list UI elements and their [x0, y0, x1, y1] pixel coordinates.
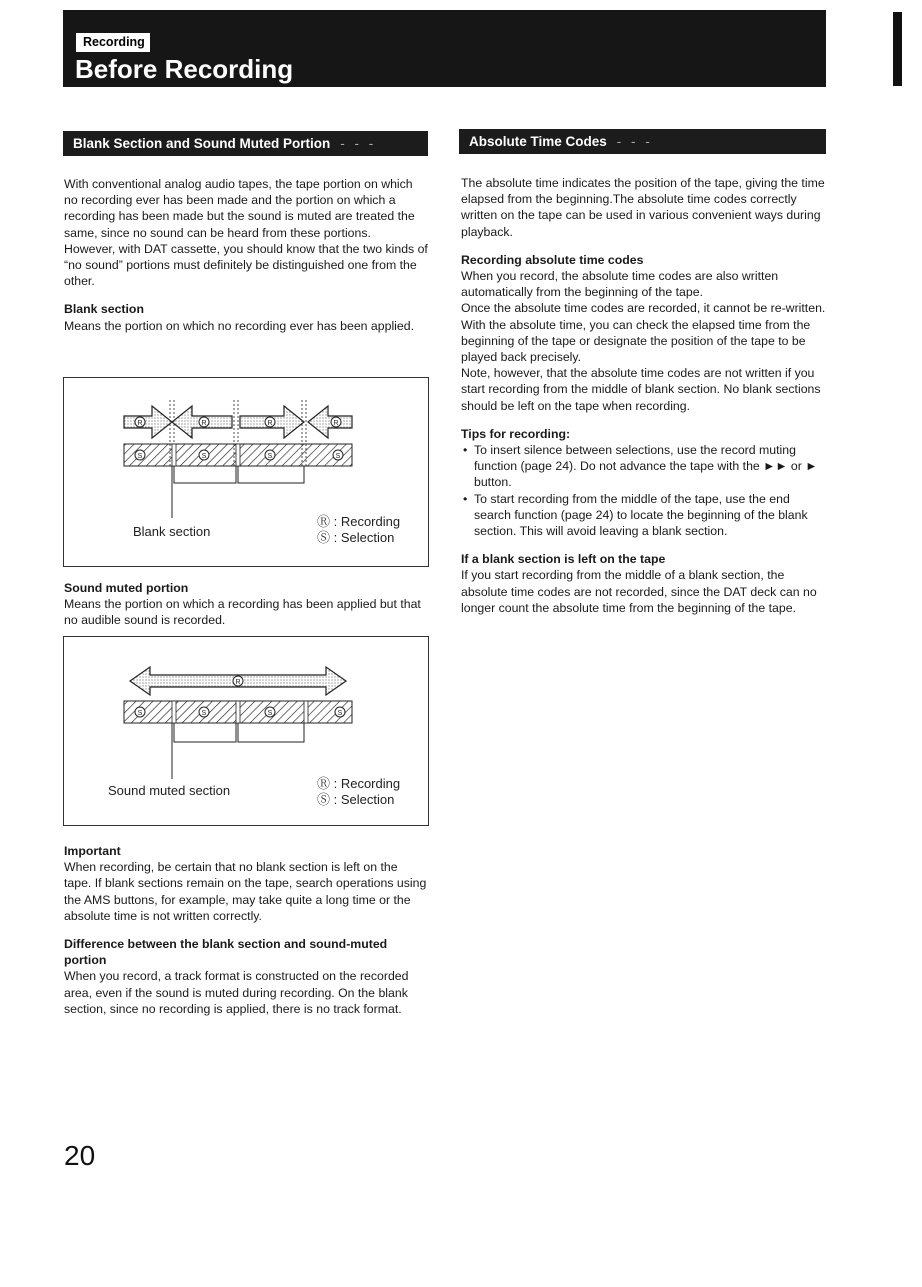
svg-text:S: S [137, 453, 143, 460]
important-title: Important [64, 844, 121, 858]
figure2-legend [317, 776, 400, 808]
blank-section-figure [63, 377, 429, 567]
page-title: Before Recording [75, 54, 294, 84]
tip-item: • To insert silence between selections, use the record muting function (page 24). Do not advance the tape with the ►► or ► button. [461, 442, 827, 491]
left-section-heading: Blank Section and Sound Muted Portion - - - [63, 131, 428, 156]
right-column-body [461, 175, 827, 616]
difference-title: Difference between the blank section and sound-muted portion [64, 937, 388, 968]
legend-recording: Ⓡ : Recording [317, 776, 401, 791]
page-number: 20 [64, 1140, 96, 1171]
svg-text:S: S [267, 710, 273, 717]
svg-text:R: R [235, 679, 241, 686]
svg-text:S: S [137, 710, 143, 717]
right-section-heading-text: Absolute Time Codes [469, 134, 607, 149]
svg-text:R: R [137, 420, 143, 427]
left-intro-block [64, 176, 428, 334]
recording-codes-title: Recording absolute time codes [461, 252, 644, 267]
important-block [64, 843, 428, 1017]
sound-muted-label: Sound muted section [108, 783, 231, 798]
blank-section-text: Means the portion on which no recording ever has been applied. [64, 318, 415, 333]
legend-selection: Ⓢ : Selection [317, 792, 395, 807]
svg-text:S: S [337, 710, 343, 717]
section-tag: Recording [76, 33, 150, 52]
thumb-index-mark [893, 12, 902, 86]
tips-list [461, 442, 827, 539]
svg-text:S: S [335, 453, 341, 460]
header-banner [63, 10, 826, 87]
figure1-legend [317, 514, 400, 546]
sound-muted-text: Means the portion on which a recording has been applied but that no audible sound is recorded. [64, 597, 421, 628]
svg-text:R: R [267, 420, 273, 427]
difference-text: When you record, a track format is constructed on the recorded area, even if the sound is muted during recording. On the blank section, since no recording is applied, there is no track format. [64, 969, 409, 1016]
svg-text:S: S [201, 453, 207, 460]
sound-muted-title: Sound muted portion [64, 581, 189, 595]
svg-text:R: R [201, 420, 207, 427]
svg-text:S: S [267, 453, 273, 460]
intro-paragraph-2: However, with DAT cassette, you should know that the two kinds of “no sound” portions must definitely be distinguished one from the other. [64, 241, 428, 289]
blank-left-title: If a blank section is left on the tape [461, 552, 666, 567]
sound-muted-figure [63, 636, 429, 826]
absolute-time-intro: The absolute time indicates the position of the tape, giving the time elapsed from the beginning.The absolute time codes correctly written on the tape can be used in various convenient ways during playback. [461, 176, 825, 239]
blank-section-label: Blank section [133, 524, 211, 539]
left-section-heading-text: Blank Section and Sound Muted Portion [73, 136, 331, 151]
legend-selection: Ⓢ : Selection [317, 530, 395, 545]
right-section-heading: Absolute Time Codes - - - [459, 129, 826, 154]
recording-codes-p1: When you record, the absolute time codes are also written automatically from the beginning of the tape. [461, 269, 779, 300]
svg-text:S: S [201, 710, 207, 717]
recording-codes-p3: Note, however, that the absolute time codes are not written if you start recording from the middle of blank section. No blank sections should be left on the tape when recording. [461, 366, 821, 413]
blank-left-text: If you start recording from the middle of a blank section, the absolute time codes are not recorded, since the DAT deck can no longer count the absolute time from the beginning of the tape. [461, 568, 817, 615]
blank-section-title: Blank section [64, 302, 144, 317]
svg-text:R: R [333, 420, 339, 427]
important-text: When recording, be certain that no blank section is left on the tape. If blank sections remain on the tape, search operations using the AMS buttons, for example, may take quite a long time or the absolute time is not written correctly. [64, 860, 427, 923]
tips-title: Tips for recording: [461, 426, 571, 441]
sound-muted-block [64, 580, 428, 629]
tip-item: • To start recording from the middle of the tape, use the end search function (page 24) to locate the beginning of the blank section. This will avoid leaving a blank section. [461, 491, 827, 540]
legend-recording: Ⓡ : Recording [317, 514, 401, 529]
intro-paragraph-1: With conventional analog audio tapes, the tape portion on which no recording ever has been made and the portion on which a recording has been made but the sound is muted are treated the same, since no sound can be heard from these portions. [64, 177, 415, 240]
recording-codes-p2: Once the absolute time codes are recorded, it cannot be re-written. With the absolute time, you can check the elapsed time from the beginning of the tape or designate the position of the tape to be played back precisely. [461, 301, 826, 365]
